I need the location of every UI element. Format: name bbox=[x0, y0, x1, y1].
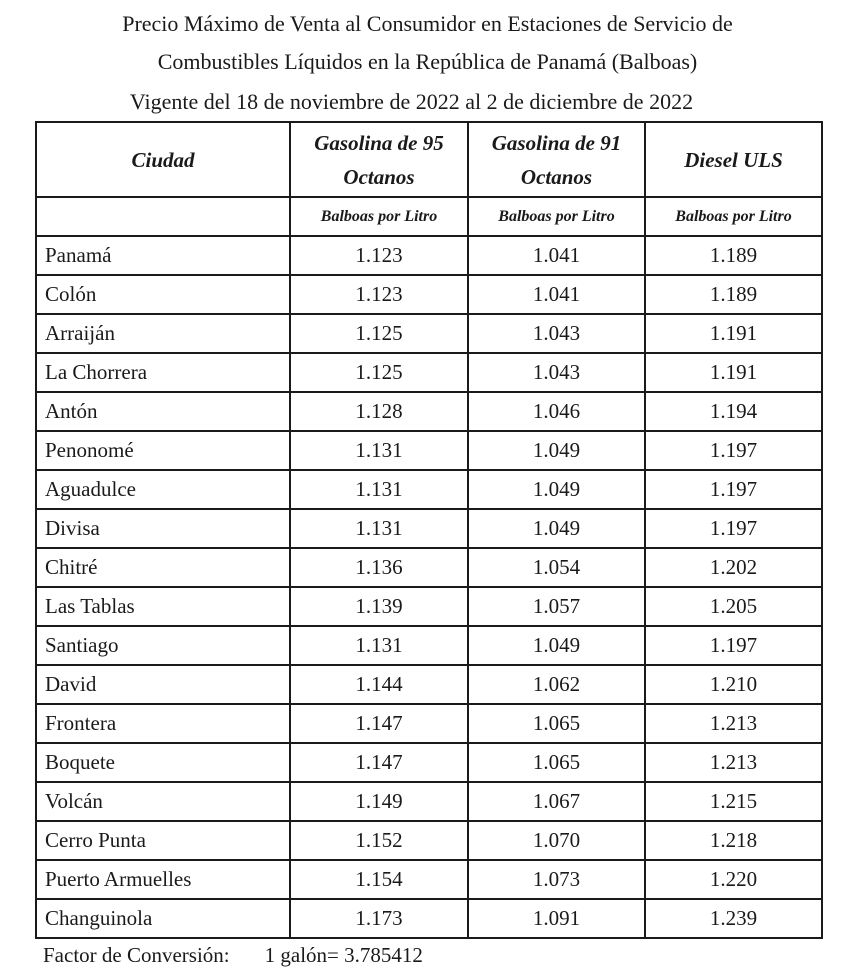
diesel-price: 1.197 bbox=[645, 626, 822, 665]
title-line-2: Combustibles Líquidos en la República de Panamá (Balboas) bbox=[157, 49, 698, 74]
gasoline-95-price: 1.125 bbox=[290, 314, 468, 353]
table-row bbox=[36, 821, 822, 860]
diesel-price: 1.205 bbox=[645, 587, 822, 626]
unit-diesel: Balboas por Litro bbox=[645, 197, 822, 236]
city-cell: Santiago bbox=[36, 626, 290, 665]
table-row bbox=[36, 743, 822, 782]
gasoline-95-price: 1.154 bbox=[290, 860, 468, 899]
gasoline-91-price: 1.049 bbox=[468, 470, 645, 509]
table-row bbox=[36, 275, 822, 314]
diesel-price: 1.220 bbox=[645, 860, 822, 899]
diesel-price: 1.202 bbox=[645, 548, 822, 587]
city-cell: David bbox=[36, 665, 290, 704]
city-cell: Penonomé bbox=[36, 431, 290, 470]
city-cell: Puerto Armuelles bbox=[36, 860, 290, 899]
table-header-row bbox=[36, 122, 822, 197]
diesel-price: 1.197 bbox=[645, 470, 822, 509]
gasoline-95-price: 1.123 bbox=[290, 236, 468, 275]
gasoline-95-price: 1.125 bbox=[290, 353, 468, 392]
unit-gasoline-95: Balboas por Litro bbox=[290, 197, 468, 236]
header-gasoline-91-line2: Octanos bbox=[520, 164, 593, 189]
diesel-price: 1.218 bbox=[645, 821, 822, 860]
table-row bbox=[36, 665, 822, 704]
table-row bbox=[36, 470, 822, 509]
unit-row bbox=[36, 197, 822, 236]
diesel-price: 1.210 bbox=[645, 665, 822, 704]
city-cell: Arraiján bbox=[36, 314, 290, 353]
gasoline-91-price: 1.049 bbox=[468, 431, 645, 470]
gasoline-91-price: 1.046 bbox=[468, 392, 645, 431]
unit-gasoline-91: Balboas por Litro bbox=[468, 197, 645, 236]
table-row bbox=[36, 353, 822, 392]
table-row bbox=[36, 860, 822, 899]
gasoline-95-price: 1.128 bbox=[290, 392, 468, 431]
table-row bbox=[36, 626, 822, 665]
unit-empty-cell bbox=[36, 197, 290, 236]
gasoline-91-price: 1.070 bbox=[468, 821, 645, 860]
gasoline-95-price: 1.136 bbox=[290, 548, 468, 587]
city-cell: Volcán bbox=[36, 782, 290, 821]
city-cell: Aguadulce bbox=[36, 470, 290, 509]
table-row bbox=[36, 509, 822, 548]
city-cell: Cerro Punta bbox=[36, 821, 290, 860]
gasoline-91-price: 1.073 bbox=[468, 860, 645, 899]
gasoline-91-price: 1.067 bbox=[468, 782, 645, 821]
title-line-1: Precio Máximo de Venta al Consumidor en Estaciones de Servicio de bbox=[122, 11, 733, 36]
diesel-price: 1.191 bbox=[645, 353, 822, 392]
gasoline-91-price: 1.065 bbox=[468, 704, 645, 743]
header-gasoline-95-line1: Gasolina de 95 bbox=[314, 130, 444, 155]
header-gasoline-95-line2: Octanos bbox=[343, 164, 415, 189]
header-diesel: Diesel ULS bbox=[645, 122, 822, 197]
gasoline-91-price: 1.041 bbox=[468, 236, 645, 275]
city-cell: La Chorrera bbox=[36, 353, 290, 392]
table-row bbox=[36, 548, 822, 587]
gasoline-91-price: 1.054 bbox=[468, 548, 645, 587]
diesel-price: 1.197 bbox=[645, 431, 822, 470]
gasoline-91-price: 1.043 bbox=[468, 314, 645, 353]
header-gasoline-91-line1: Gasolina de 91 bbox=[491, 130, 622, 155]
table-row bbox=[36, 899, 822, 938]
city-cell: Boquete bbox=[36, 743, 290, 782]
diesel-price: 1.189 bbox=[645, 236, 822, 275]
gasoline-91-price: 1.043 bbox=[468, 353, 645, 392]
city-cell: Colón bbox=[36, 275, 290, 314]
gasoline-95-price: 1.139 bbox=[290, 587, 468, 626]
table-row bbox=[36, 236, 822, 275]
gasoline-91-price: 1.049 bbox=[468, 509, 645, 548]
gasoline-95-price: 1.131 bbox=[290, 470, 468, 509]
gasoline-95-price: 1.131 bbox=[290, 509, 468, 548]
gasoline-95-price: 1.152 bbox=[290, 821, 468, 860]
city-cell: Changuinola bbox=[36, 899, 290, 938]
table-row bbox=[36, 704, 822, 743]
gasoline-91-price: 1.062 bbox=[468, 665, 645, 704]
table-row bbox=[36, 314, 822, 353]
gasoline-91-price: 1.057 bbox=[468, 587, 645, 626]
header-gasoline-95 bbox=[290, 122, 468, 197]
city-cell: Antón bbox=[36, 392, 290, 431]
city-cell: Frontera bbox=[36, 704, 290, 743]
diesel-price: 1.215 bbox=[645, 782, 822, 821]
city-cell: Las Tablas bbox=[36, 587, 290, 626]
conversion-factor-value: 1 galón= 3.785412 bbox=[264, 943, 423, 967]
table-row bbox=[36, 782, 822, 821]
gasoline-95-price: 1.149 bbox=[290, 782, 468, 821]
conversion-factor-label: Factor de Conversión: bbox=[43, 943, 230, 967]
conversion-factor bbox=[43, 942, 423, 968]
gasoline-91-price: 1.091 bbox=[468, 899, 645, 938]
city-cell: Panamá bbox=[36, 236, 290, 275]
gasoline-95-price: 1.173 bbox=[290, 899, 468, 938]
diesel-price: 1.197 bbox=[645, 509, 822, 548]
header-gasoline-91 bbox=[468, 122, 645, 197]
city-cell: Chitré bbox=[36, 548, 290, 587]
header-city: Ciudad bbox=[36, 122, 290, 197]
fuel-price-table bbox=[35, 121, 823, 939]
diesel-price: 1.213 bbox=[645, 743, 822, 782]
gasoline-95-price: 1.131 bbox=[290, 626, 468, 665]
validity-period: Vigente del 18 de noviembre de 2022 al 2 de diciembre de 2022 bbox=[129, 89, 694, 114]
gasoline-91-price: 1.065 bbox=[468, 743, 645, 782]
gasoline-95-price: 1.147 bbox=[290, 704, 468, 743]
diesel-price: 1.194 bbox=[645, 392, 822, 431]
gasoline-95-price: 1.144 bbox=[290, 665, 468, 704]
gasoline-91-price: 1.041 bbox=[468, 275, 645, 314]
table-row bbox=[36, 431, 822, 470]
gasoline-95-price: 1.123 bbox=[290, 275, 468, 314]
diesel-price: 1.189 bbox=[645, 275, 822, 314]
table-row bbox=[36, 392, 822, 431]
city-cell: Divisa bbox=[36, 509, 290, 548]
table-row bbox=[36, 587, 822, 626]
diesel-price: 1.213 bbox=[645, 704, 822, 743]
gasoline-95-price: 1.131 bbox=[290, 431, 468, 470]
gasoline-95-price: 1.147 bbox=[290, 743, 468, 782]
diesel-price: 1.191 bbox=[645, 314, 822, 353]
gasoline-91-price: 1.049 bbox=[468, 626, 645, 665]
diesel-price: 1.239 bbox=[645, 899, 822, 938]
